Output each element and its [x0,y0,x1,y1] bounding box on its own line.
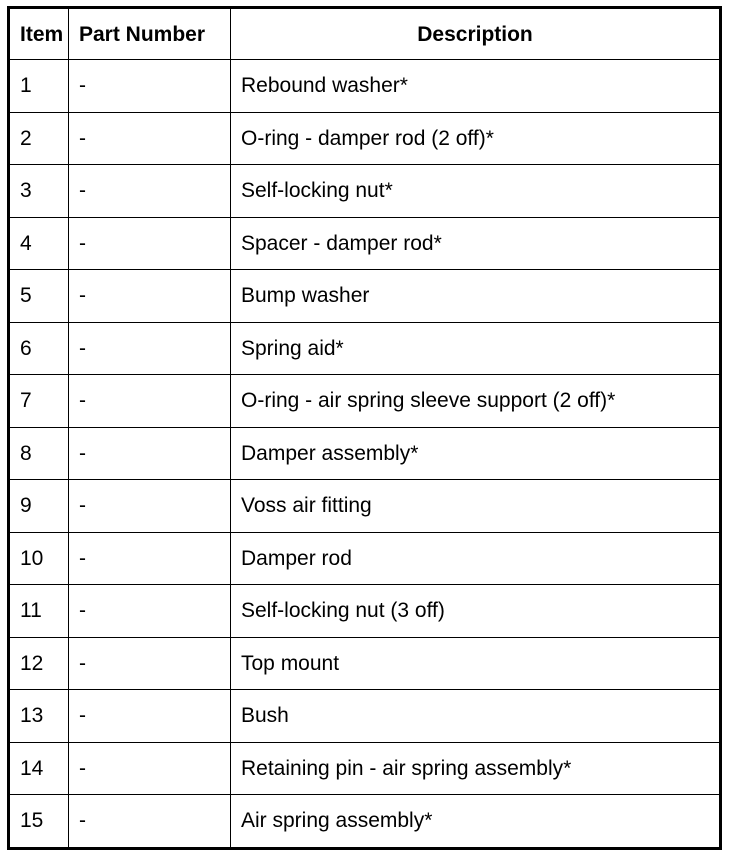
description-cell: Self-locking nut (3 off) [231,585,721,638]
part-number-cell: - [69,112,231,165]
table-row [9,742,721,795]
description-cell: Spacer - damper rod* [231,217,721,270]
description-cell: Retaining pin - air spring assembly* [231,742,721,795]
part-number-cell: - [69,322,231,375]
part-number-cell: - [69,637,231,690]
header-part-number: Part Number [69,8,231,60]
item-cell: 12 [9,637,69,690]
description-cell: O-ring - damper rod (2 off)* [231,112,721,165]
table-row [9,585,721,638]
part-number-cell: - [69,375,231,428]
part-number-cell: - [69,585,231,638]
table-row [9,690,721,743]
header-row [9,8,721,60]
part-number-cell: - [69,532,231,585]
item-cell: 10 [9,532,69,585]
part-number-cell: - [69,480,231,533]
item-cell: 15 [9,795,69,849]
part-number-cell: - [69,60,231,113]
header-description: Description [231,8,721,60]
table-row [9,532,721,585]
description-cell: Bump washer [231,270,721,323]
table-row [9,165,721,218]
description-cell: Voss air fitting [231,480,721,533]
item-cell: 9 [9,480,69,533]
table-row [9,112,721,165]
description-cell: Air spring assembly* [231,795,721,849]
table-row [9,375,721,428]
description-cell: Damper assembly* [231,427,721,480]
item-cell: 5 [9,270,69,323]
description-cell: Self-locking nut* [231,165,721,218]
part-number-cell: - [69,742,231,795]
table-row [9,217,721,270]
item-cell: 14 [9,742,69,795]
table-row [9,427,721,480]
description-cell: Rebound washer* [231,60,721,113]
part-number-cell: - [69,270,231,323]
table-row [9,60,721,113]
table-row [9,270,721,323]
description-cell: Top mount [231,637,721,690]
table-body [9,60,721,849]
item-cell: 7 [9,375,69,428]
part-number-cell: - [69,217,231,270]
part-number-cell: - [69,427,231,480]
part-number-cell: - [69,795,231,849]
description-cell: Damper rod [231,532,721,585]
item-cell: 11 [9,585,69,638]
table-row [9,795,721,849]
item-cell: 4 [9,217,69,270]
description-cell: Bush [231,690,721,743]
part-number-cell: - [69,165,231,218]
item-cell: 3 [9,165,69,218]
parts-table [7,6,722,850]
item-cell: 1 [9,60,69,113]
table-header [9,8,721,60]
table-row [9,480,721,533]
item-cell: 2 [9,112,69,165]
table-row [9,637,721,690]
item-cell: 8 [9,427,69,480]
item-cell: 13 [9,690,69,743]
item-cell: 6 [9,322,69,375]
part-number-cell: - [69,690,231,743]
description-cell: Spring aid* [231,322,721,375]
header-item: Item [9,8,69,60]
table-row [9,322,721,375]
description-cell: O-ring - air spring sleeve support (2 off)* [231,375,721,428]
